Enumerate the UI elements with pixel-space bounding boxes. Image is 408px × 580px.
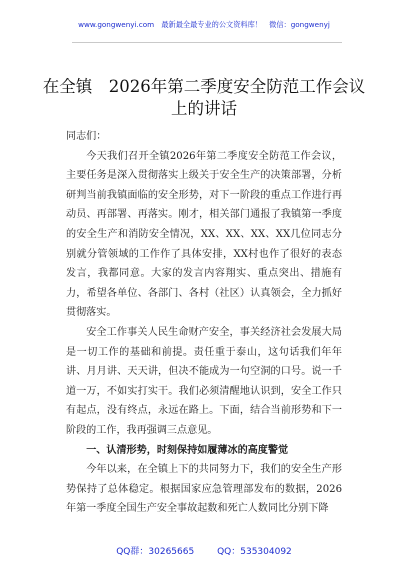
title-line-1: 在全镇 2026年第二季度安全防范工作会议 <box>42 77 366 96</box>
site-footer <box>0 544 408 557</box>
document-title <box>0 76 408 120</box>
paragraph-2: 安全工作事关人民生命财产安全，事关经济社会发展大局是一切工作的基础和前提。责任重于泰山，这句话我们年年讲、月月讲、天天讲，但决不能成为一句空洞的口号。说一千道一万，不如实打实干。我们必须清醒地认识到，安全工作只有起点，没有终点，永远在路上。下面，结合当前形势和下一阶段的工作，我再强调三点意见。 <box>66 326 342 436</box>
paragraph-1: 今天我们召开全镇2026年第二季度安全防范工作会议，主要任务是深入贯彻落实上级关于安全生产的决策部署，分析研判当前我镇面临的安全形势，对下一阶段的重点工作进行再动员、再部署、再落实。刚才，相关部门通报了我镇第一季度的安全生产和消防安全情况，XX、XX、XX、XX几位同志分别就分管领域的工作作了具体安排，XX村也作了很好的表态发言，我都同意。大家的发言内容翔实、重点突出、措施有力，希望各单位、各部门、各村（社区）认真领会，全力抓好贯彻落实。 <box>66 150 342 319</box>
qq-number: QQ：535304092 <box>217 547 292 557</box>
paragraph-3: 今年以来，在全镇上下的共同努力下，我们的安全生产形势保持了总体稳定。根据国家应急管理部发布的数据，2026年第一季度全国生产安全事故起数和死亡人数同比分别下降 <box>66 464 342 515</box>
title-line-2: 上的讲话 <box>171 99 237 118</box>
header-divider <box>72 42 342 43</box>
qq-group-number: QQ群：30265665 <box>116 547 195 557</box>
site-header-banner: www.gongwenyi.com 最新最全最专业的公文资料库！ 微信：gongwenyj <box>78 20 330 29</box>
salutation: 同志们： <box>66 131 107 142</box>
section-heading-1: 一、认清形势，时刻保持如履薄冰的高度警觉 <box>86 444 289 456</box>
document-body <box>66 127 342 519</box>
